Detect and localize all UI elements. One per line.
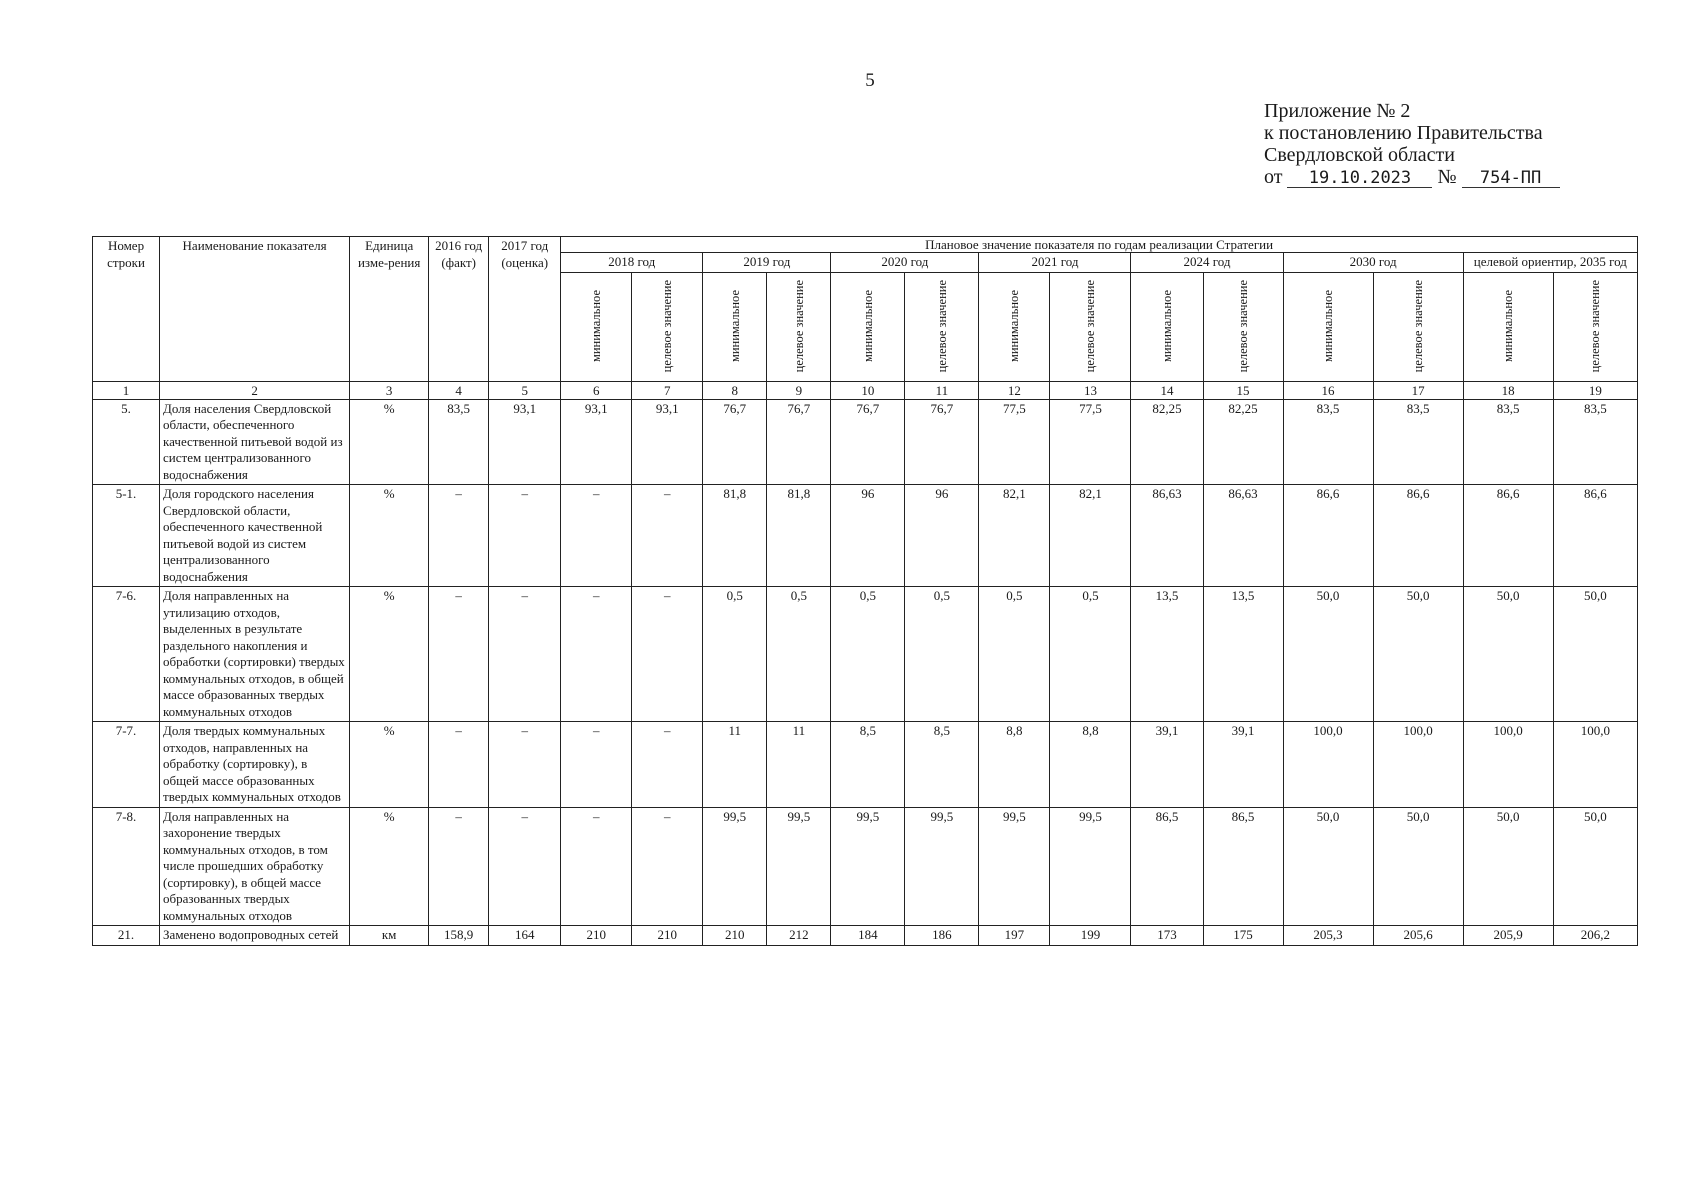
value-cell: 205,3 — [1283, 926, 1373, 946]
value-cell: 82,25 — [1131, 399, 1203, 485]
value-cell: 199 — [1050, 926, 1131, 946]
table-row — [93, 722, 1638, 808]
value-cell: 86,6 — [1463, 485, 1553, 587]
table-body — [93, 399, 1638, 945]
header-minimal-label: минимальное — [1159, 290, 1174, 363]
value-cell: 96 — [905, 485, 979, 587]
value-cell: 83,5 — [1553, 399, 1637, 485]
value-cell: 175 — [1203, 926, 1283, 946]
value-cell: 0,5 — [979, 587, 1050, 722]
value-cell: 210 — [703, 926, 767, 946]
value-cell: 86,63 — [1203, 485, 1283, 587]
unit-cell: % — [350, 399, 429, 485]
value-cell: 210 — [561, 926, 632, 946]
header-target-label: целевое значение — [1411, 280, 1426, 373]
value-cell: 86,6 — [1553, 485, 1637, 587]
value-cell: 0,5 — [905, 587, 979, 722]
column-number: 17 — [1373, 381, 1463, 399]
header-target — [905, 272, 979, 381]
value-cell: 50,0 — [1373, 587, 1463, 722]
value-cell: – — [632, 485, 703, 587]
header-target-label: целевое значение — [791, 280, 806, 373]
column-number: 4 — [429, 381, 489, 399]
value-cell: 82,25 — [1203, 399, 1283, 485]
value-cell: 0,5 — [703, 587, 767, 722]
header-minimal-label: минимальное — [1321, 290, 1336, 363]
indicators-table — [92, 236, 1638, 946]
value-cell: 81,8 — [703, 485, 767, 587]
header-target — [1203, 272, 1283, 381]
value-cell: – — [429, 722, 489, 808]
header-target-label: целевое значение — [1588, 280, 1603, 373]
row-number-cell: 7-6. — [93, 587, 160, 722]
appendix-subtitle: к постановлению Правительства — [1264, 122, 1543, 144]
value-cell: 0,5 — [831, 587, 905, 722]
column-number: 5 — [489, 381, 561, 399]
value-cell: – — [561, 722, 632, 808]
header-minimal — [703, 272, 767, 381]
value-cell: 158,9 — [429, 926, 489, 946]
value-cell: 96 — [831, 485, 905, 587]
appendix-date-line — [1264, 166, 1564, 188]
value-cell: 77,5 — [1050, 399, 1131, 485]
header-year-2019: 2019 год — [703, 253, 831, 273]
indicator-name-cell: Заменено водопроводных сетей — [160, 926, 350, 946]
unit-cell: % — [350, 485, 429, 587]
header-2017: 2017 год (оценка) — [489, 237, 561, 382]
header-row-number: Номер строки — [93, 237, 160, 382]
value-cell: 99,5 — [979, 807, 1050, 926]
value-cell: 184 — [831, 926, 905, 946]
value-cell: – — [429, 807, 489, 926]
value-cell: 8,5 — [831, 722, 905, 808]
value-cell: 11 — [767, 722, 831, 808]
value-cell: 206,2 — [1553, 926, 1637, 946]
column-number: 8 — [703, 381, 767, 399]
header-year-2021: 2021 год — [979, 253, 1131, 273]
row-number-cell: 7-7. — [93, 722, 160, 808]
row-number-cell: 5. — [93, 399, 160, 485]
value-cell: 205,6 — [1373, 926, 1463, 946]
value-cell: – — [489, 807, 561, 926]
page-number: 5 — [865, 70, 875, 91]
value-cell: 50,0 — [1283, 807, 1373, 926]
header-unit: Единица изме-рения — [350, 237, 429, 382]
value-cell: 50,0 — [1553, 587, 1637, 722]
column-number: 18 — [1463, 381, 1553, 399]
value-cell: – — [561, 485, 632, 587]
header-year-2024: 2024 год — [1131, 253, 1283, 273]
header-minimal-label: минимальное — [589, 290, 604, 363]
header-minimal — [1283, 272, 1373, 381]
value-cell: 93,1 — [632, 399, 703, 485]
column-number: 6 — [561, 381, 632, 399]
header-minimal — [1463, 272, 1553, 381]
row-number-cell: 21. — [93, 926, 160, 946]
value-cell: 77,5 — [979, 399, 1050, 485]
decree-date: 19.10.2023 — [1287, 169, 1432, 188]
column-number: 16 — [1283, 381, 1373, 399]
value-cell: 186 — [905, 926, 979, 946]
header-year-2035: целевой ориентир, 2035 год — [1463, 253, 1637, 273]
from-label: от — [1264, 166, 1283, 188]
unit-cell: % — [350, 807, 429, 926]
header-minimal-label: минимальное — [860, 290, 875, 363]
decree-number: 754-ПП — [1462, 169, 1560, 188]
value-cell: 83,5 — [1283, 399, 1373, 485]
value-cell: – — [489, 722, 561, 808]
header-minimal-label: минимальное — [1501, 290, 1516, 363]
header-minimal — [979, 272, 1050, 381]
value-cell: 100,0 — [1373, 722, 1463, 808]
value-cell: 11 — [703, 722, 767, 808]
value-cell: 99,5 — [703, 807, 767, 926]
value-cell: 99,5 — [1050, 807, 1131, 926]
value-cell: 99,5 — [831, 807, 905, 926]
header-target-label: целевое значение — [1236, 280, 1251, 373]
header-target-label: целевое значение — [660, 280, 675, 373]
table-row — [93, 926, 1638, 946]
row-number-cell: 7-8. — [93, 807, 160, 926]
indicator-name-cell: Доля городского населения Свердловской области, обеспеченного качественной питьевой водой из систем централизованного водоснабжения — [160, 485, 350, 587]
value-cell: 82,1 — [979, 485, 1050, 587]
value-cell: 100,0 — [1463, 722, 1553, 808]
header-minimal-label: минимальное — [727, 290, 742, 363]
value-cell: 50,0 — [1553, 807, 1637, 926]
value-cell: 50,0 — [1283, 587, 1373, 722]
value-cell: 0,5 — [767, 587, 831, 722]
header-target — [767, 272, 831, 381]
value-cell: – — [561, 587, 632, 722]
value-cell: 76,7 — [905, 399, 979, 485]
header-planned: Плановое значение показателя по годам реализации Стратегии — [561, 237, 1638, 253]
table-row — [93, 587, 1638, 722]
value-cell: 99,5 — [905, 807, 979, 926]
value-cell: 76,7 — [703, 399, 767, 485]
value-cell: 50,0 — [1463, 807, 1553, 926]
unit-cell: % — [350, 722, 429, 808]
column-number: 12 — [979, 381, 1050, 399]
header-indicator-name: Наименование показателя — [160, 237, 350, 382]
value-cell: 50,0 — [1463, 587, 1553, 722]
value-cell: 83,5 — [1373, 399, 1463, 485]
table-row — [93, 807, 1638, 926]
header-minimal — [1131, 272, 1203, 381]
column-number: 3 — [350, 381, 429, 399]
value-cell: 173 — [1131, 926, 1203, 946]
value-cell: 83,5 — [1463, 399, 1553, 485]
value-cell: 93,1 — [561, 399, 632, 485]
row-number-cell: 5-1. — [93, 485, 160, 587]
header-year-2020: 2020 год — [831, 253, 979, 273]
column-number: 15 — [1203, 381, 1283, 399]
indicator-name-cell: Доля твердых коммунальных отходов, направленных на обработку (сортировку), в общей массе образованных твердых коммунальных отходов — [160, 722, 350, 808]
header-2016: 2016 год (факт) — [429, 237, 489, 382]
column-number: 7 — [632, 381, 703, 399]
value-cell: 100,0 — [1553, 722, 1637, 808]
indicator-name-cell: Доля населения Свердловской области, обеспеченного качественной питьевой водой из систем централизованного водоснабжения — [160, 399, 350, 485]
header-minimal — [561, 272, 632, 381]
appendix-block — [1264, 100, 1564, 188]
value-cell: – — [489, 485, 561, 587]
value-cell: 99,5 — [767, 807, 831, 926]
column-number: 1 — [93, 381, 160, 399]
appendix-title: Приложение № 2 — [1264, 100, 1411, 122]
value-cell: – — [632, 807, 703, 926]
header-target-label: целевое значение — [934, 280, 949, 373]
column-number: 11 — [905, 381, 979, 399]
value-cell: 205,9 — [1463, 926, 1553, 946]
column-number-row — [93, 381, 1638, 399]
value-cell: 39,1 — [1131, 722, 1203, 808]
column-number: 13 — [1050, 381, 1131, 399]
header-minimal — [831, 272, 905, 381]
header-year-2018: 2018 год — [561, 253, 703, 273]
value-cell: – — [632, 722, 703, 808]
header-target — [1553, 272, 1637, 381]
number-label: № — [1437, 166, 1457, 188]
value-cell: 86,63 — [1131, 485, 1203, 587]
value-cell: 197 — [979, 926, 1050, 946]
value-cell: 100,0 — [1283, 722, 1373, 808]
value-cell: 8,8 — [1050, 722, 1131, 808]
value-cell: 8,8 — [979, 722, 1050, 808]
header-target — [1050, 272, 1131, 381]
value-cell: 13,5 — [1203, 587, 1283, 722]
value-cell: 93,1 — [489, 399, 561, 485]
value-cell: 0,5 — [1050, 587, 1131, 722]
value-cell: 210 — [632, 926, 703, 946]
column-number: 14 — [1131, 381, 1203, 399]
indicator-name-cell: Доля направленных на утилизацию отходов, выделенных в результате раздельного накопления и обработки (сортировки) твердых коммунальных отходов, в общей массе образованных твердых коммунальных отходов — [160, 587, 350, 722]
unit-cell: км — [350, 926, 429, 946]
header-target-label: целевое значение — [1083, 280, 1098, 373]
value-cell: 83,5 — [429, 399, 489, 485]
table-row — [93, 485, 1638, 587]
value-cell: 8,5 — [905, 722, 979, 808]
value-cell: 76,7 — [831, 399, 905, 485]
column-number: 19 — [1553, 381, 1637, 399]
value-cell: – — [561, 807, 632, 926]
header-target — [632, 272, 703, 381]
value-cell: 13,5 — [1131, 587, 1203, 722]
unit-cell: % — [350, 587, 429, 722]
table-header — [93, 237, 1638, 382]
header-minimal-label: минимальное — [1007, 290, 1022, 363]
value-cell: 76,7 — [767, 399, 831, 485]
value-cell: 164 — [489, 926, 561, 946]
value-cell: – — [429, 485, 489, 587]
appendix-region: Свердловской области — [1264, 144, 1455, 166]
value-cell: – — [429, 587, 489, 722]
table-row — [93, 399, 1638, 485]
value-cell: 86,5 — [1203, 807, 1283, 926]
value-cell: – — [489, 587, 561, 722]
value-cell: 86,5 — [1131, 807, 1203, 926]
column-number: 2 — [160, 381, 350, 399]
header-year-2030: 2030 год — [1283, 253, 1463, 273]
header-target — [1373, 272, 1463, 381]
value-cell: 86,6 — [1373, 485, 1463, 587]
indicator-name-cell: Доля направленных на захоронение твердых коммунальных отходов, в том числе прошедших обработку (сортировку), в общей массе образованных твердых коммунальных отходов — [160, 807, 350, 926]
value-cell: 81,8 — [767, 485, 831, 587]
value-cell: 86,6 — [1283, 485, 1373, 587]
value-cell: 212 — [767, 926, 831, 946]
column-number: 9 — [767, 381, 831, 399]
value-cell: 50,0 — [1373, 807, 1463, 926]
column-number: 10 — [831, 381, 905, 399]
value-cell: 82,1 — [1050, 485, 1131, 587]
value-cell: 39,1 — [1203, 722, 1283, 808]
value-cell: – — [632, 587, 703, 722]
